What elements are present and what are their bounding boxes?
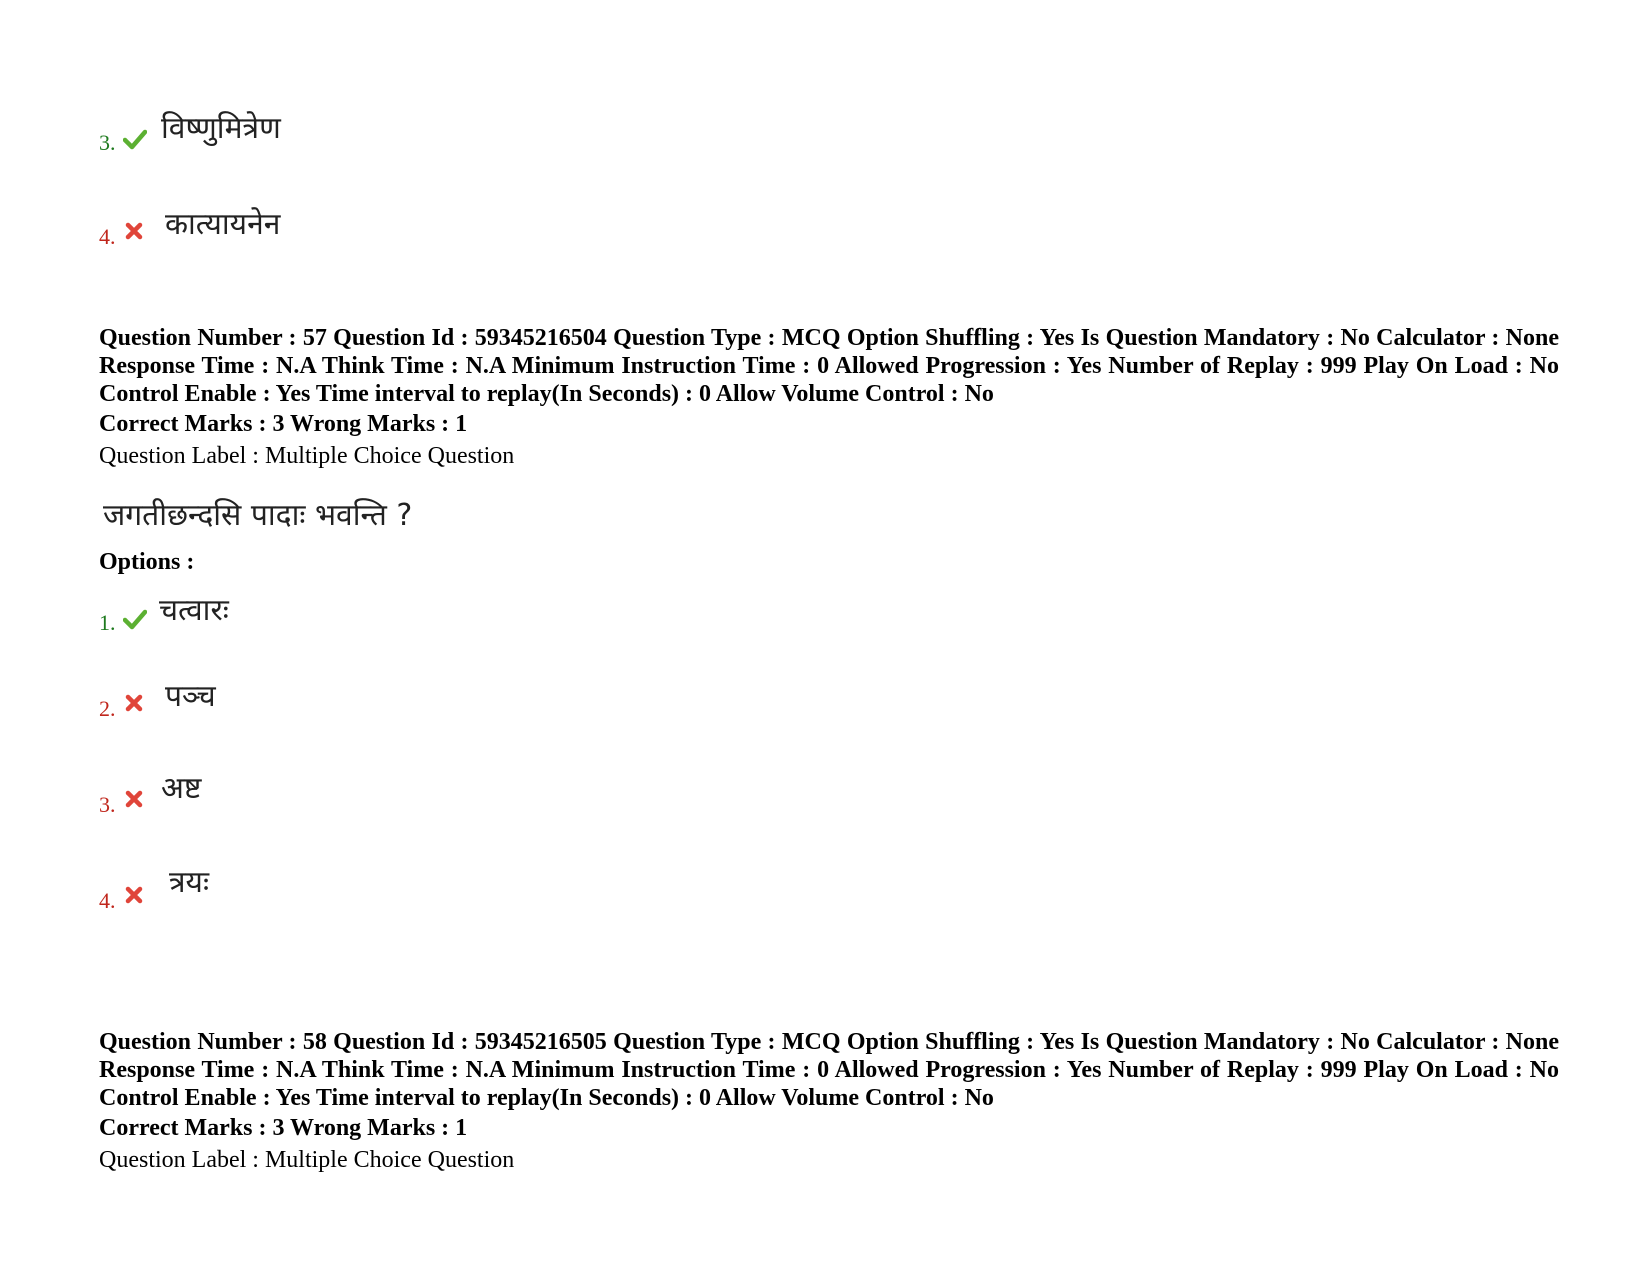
question-label: Question Label : Multiple Choice Question: [99, 443, 515, 469]
option-item: [99, 112, 499, 162]
option-item: [99, 771, 499, 826]
option-number: 4.: [99, 224, 116, 249]
question-label: Question Label : Multiple Choice Question: [99, 1147, 515, 1173]
option-number: 1.: [99, 610, 116, 635]
option-number: 2.: [99, 696, 116, 721]
option-number: 3.: [99, 792, 116, 817]
cross-icon: [125, 790, 147, 812]
option-item: [99, 208, 499, 258]
check-icon: [123, 128, 145, 150]
question-marks: Correct Marks : 3 Wrong Marks : 1: [99, 1115, 468, 1141]
check-icon: [123, 608, 145, 630]
cross-icon: [125, 886, 147, 908]
question-meta: Question Number : 58 Question Id : 59345216505 Question Type : MCQ Option Shuffling : Yes Is Question Mandatory : No Calculator : None Response Time : N.A Think Time : N.A Minimum Instruction Time : 0 Allowed Progression : Yes Number of Replay : 999 Play On Load : No Control Enable : Yes Time interval to replay(In Seconds) : 0 Allow Volume Control : No: [99, 1029, 1559, 1111]
question-text: जगतीछन्दसि पादाः भवन्ति ?: [103, 498, 413, 533]
option-item: [99, 680, 499, 730]
option-text: त्रयः: [169, 865, 210, 900]
option-item: [99, 594, 499, 644]
option-item: [99, 865, 499, 922]
options-heading: Options :: [99, 549, 195, 575]
cross-icon: [125, 694, 147, 716]
question-marks: Correct Marks : 3 Wrong Marks : 1: [99, 411, 468, 437]
option-text: चत्वारः: [159, 593, 229, 628]
option-text: विष्णुमित्रेण: [161, 111, 281, 146]
question-meta: Question Number : 57 Question Id : 59345216504 Question Type : MCQ Option Shuffling : Yes Is Question Mandatory : No Calculator : None Response Time : N.A Think Time : N.A Minimum Instruction Time : 0 Allowed Progression : Yes Number of Replay : 999 Play On Load : No Control Enable : Yes Time interval to replay(In Seconds) : 0 Allow Volume Control : No: [99, 325, 1559, 407]
option-number: 3.: [99, 130, 116, 155]
option-text: अष्ट: [161, 771, 202, 806]
option-text: कात्यायनेन: [165, 207, 281, 242]
option-number: 4.: [99, 888, 116, 913]
option-text: पञ्च: [165, 679, 216, 714]
cross-icon: [125, 222, 147, 244]
